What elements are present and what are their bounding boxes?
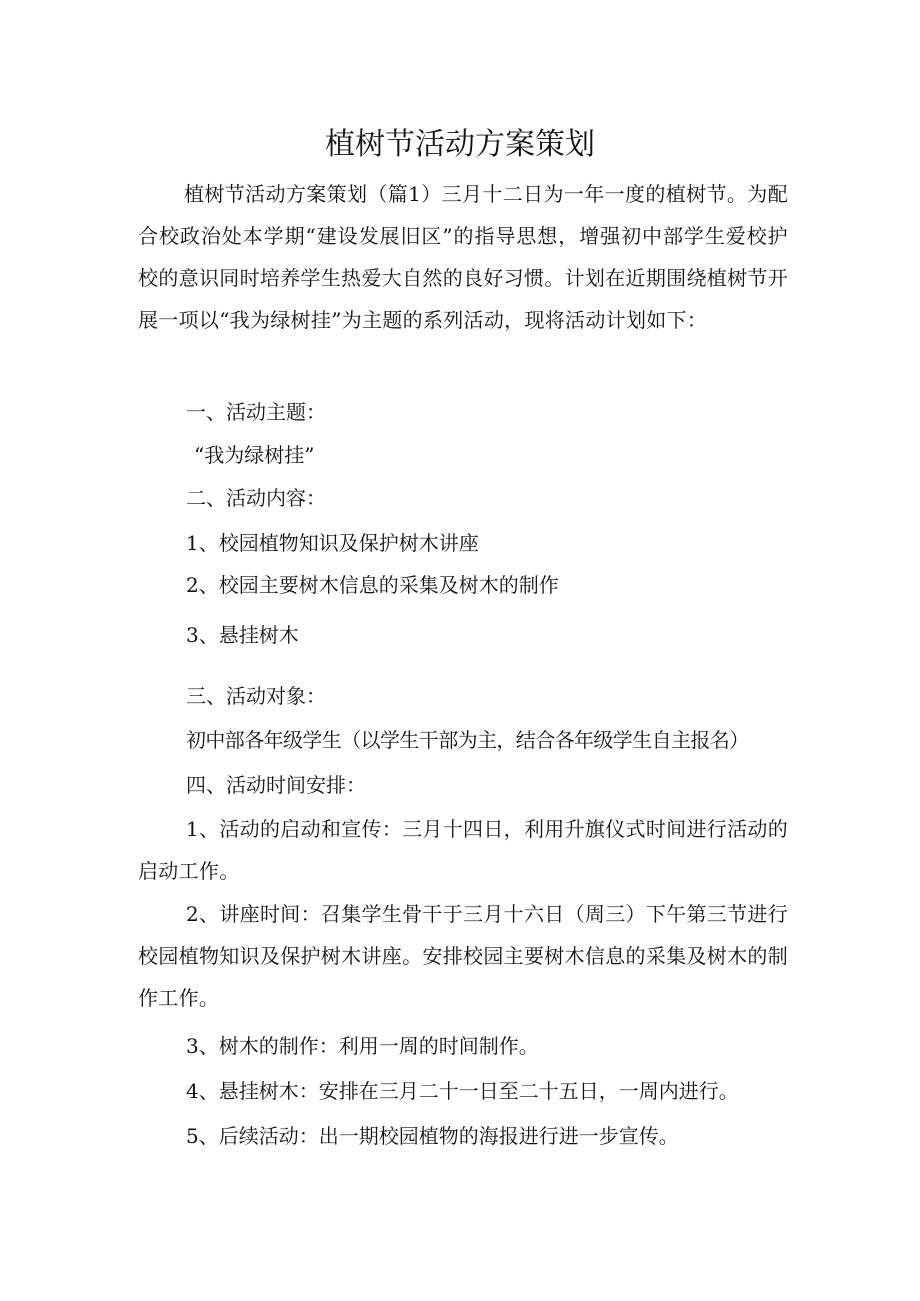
section2-item-1: 1、校园植物知识及保护树木讲座 (186, 531, 479, 555)
intro-paragraph: 植树节活动方案策划（篇1）三月十二日为一年一度的植树节。为配合校政治处本学期“建设发展旧区”的指导思想，增强初中部学生爱校护校的意识同时培养学生热爱大自然的良好习惯。计划在近期围绕植树节开展一项以“我为绿树挂”为主题的系列活动，现将活动计划如下： (138, 182, 788, 332)
section2-item-2: 2、校园主要树木信息的采集及树木的制作 (186, 573, 559, 597)
section2-item-3: 3、悬挂树木 (186, 623, 299, 647)
section4-heading: 四、活动时间安排： (186, 773, 366, 797)
section4-item-3: 3、树木的制作：利用一周的时间制作。 (186, 1034, 539, 1058)
section4-item-4: 4、悬挂树木：安排在三月二十一日至二十五日，一周内进行。 (186, 1079, 739, 1103)
document-title: 植树节活动方案策划 (325, 127, 595, 162)
section3-text: 初中部各年级学生（以学生干部为主，结合各年级学生自主报名） (186, 728, 749, 752)
section1-text: “我为绿树挂” (194, 443, 315, 467)
section4-item-1: 1、活动的启动和宣传：三月十四日，利用升旗仪式时间进行活动的启动工作。 (138, 817, 788, 883)
section4-item-2: 2、讲座时间：召集学生骨干于三月十六日（周三）下午第三节进行校园植物知识及保护树木讲座。安排校园主要树木信息的采集及树木的制作工作。 (138, 902, 788, 1010)
section1-heading: 一、活动主题： (186, 400, 326, 424)
section3-heading: 三、活动对象： (186, 684, 326, 708)
section2-heading: 二、活动内容： (186, 486, 326, 510)
section4-item-5: 5、后续活动：出一期校园植物的海报进行进一步宣传。 (186, 1124, 679, 1148)
